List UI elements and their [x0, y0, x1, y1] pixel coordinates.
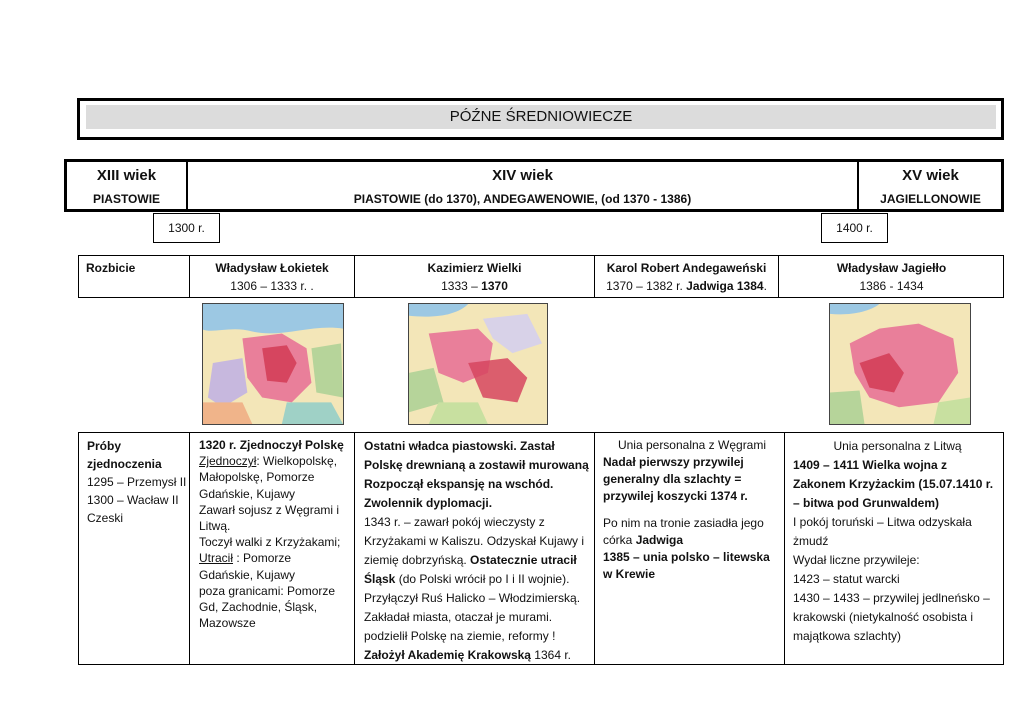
cell-line: generalny dla szlachty = [603, 472, 742, 486]
cell-line: Litwą. [199, 519, 231, 534]
cell-line: 1300 – Wacław II [87, 493, 179, 507]
map-lokietek-image [202, 303, 344, 425]
ruler-karol-name: Karol Robert Andegaweński [606, 261, 767, 275]
cell-heading: zjednoczenia [87, 457, 162, 471]
ruler-karol-dates: 1370 – 1382 r. Jadwiga 1384. [606, 279, 767, 293]
cell-line: Śląsk (do Polski wrócił po I i II wojnie). [364, 572, 570, 586]
map-kazimierz-image [408, 303, 548, 425]
century-14-dynasty: PIASTOWIE (do 1370), ANDEGAWENOWIE, (od 1370 - 1386) [353, 192, 692, 206]
ruler-lokietek-dates: 1306 – 1333 r. . [230, 279, 314, 293]
cell-line: Gdańskie, Kujawy [199, 486, 296, 501]
cell-line: Czeski [87, 511, 124, 525]
cell-line: poza granicami: Pomorze [199, 583, 336, 598]
cell-line: krakowski (nietykalność osobista i [793, 610, 974, 624]
cell-line: Małopolskę, Pomorze [199, 470, 315, 485]
cell-line: Zakładał miasta, otaczał je murami. [364, 610, 553, 624]
cell-jagiello [793, 437, 1002, 646]
cell-line: I pokój toruński – Litwa odzyskała [793, 515, 972, 529]
table-divider [354, 432, 355, 665]
cell-line: Wydał liczne przywileje: [793, 553, 920, 567]
cell-line: Po nim na tronie zasiadła jego [603, 516, 764, 530]
cell-line: Zawarł sojusz z Węgrami i [199, 502, 340, 517]
cell-line: przywilej koszycki 1374 r. [603, 489, 748, 503]
cell-line: córka Jadwiga [603, 533, 684, 547]
century-13-dynasty: PIASTOWIE [92, 192, 161, 206]
cell-line: Utracił : Pomorze [199, 551, 292, 566]
century-13-title: XIII wiek [96, 167, 157, 184]
page-title: PÓŹNE ŚREDNIOWIECZE [86, 105, 996, 129]
cell-line: żmudź [793, 534, 829, 548]
cell-line: Nadał pierwszy przywilej [603, 455, 744, 469]
ruler-kazimierz-name: Kazimierz Wielki [427, 261, 522, 275]
cell-line: Zjednoczył: Wielkopolskę, [199, 454, 338, 469]
year-marker-1400: 1400 r. [821, 213, 888, 243]
cell-heading: Unia personalna z Węgrami [617, 438, 767, 452]
cell-line: Toczył walki z Krzyżakami; [199, 535, 341, 550]
cell-line: Gdańskie, Kujawy [199, 567, 296, 582]
cell-line: Polskę drewnianą a zostawił murowaną [364, 458, 589, 472]
cell-line: Zakonem Krzyżackim (15.07.1410 r. [793, 477, 994, 491]
cell-karol [603, 437, 781, 583]
cell-heading: Próby [87, 439, 122, 453]
cell-line: w Krewie [603, 567, 656, 581]
cell-line: 1295 – Przemysł II [87, 475, 187, 489]
table-divider [784, 432, 785, 665]
ruler-jagiello-dates: 1386 - 1434 [859, 279, 924, 293]
ruler-kazimierz-dates: 1333 – 1370 [441, 279, 508, 293]
cell-line: Ostatni władca piastowski. Zastał [364, 439, 555, 453]
cell-line: Założył Akademię Krakowską 1364 r. [364, 648, 571, 662]
year-marker-1300: 1300 r. [153, 213, 220, 243]
cell-line: 1385 – unia polsko – litewska [603, 550, 770, 564]
cell-heading: Unia personalna z Litwą [833, 439, 962, 453]
cell-line: Gd, Zachodnie, Śląsk, [199, 600, 318, 615]
cell-line: Mazowsze [199, 616, 256, 631]
cell-line: Przyłączył Ruś Halicko – Włodzimierską. [364, 591, 581, 605]
cell-line: Zwolennik dyplomacji. [364, 496, 493, 510]
ruler-rozbicie-label: Rozbicie [86, 261, 136, 275]
cell-line: majątkowa szlachty) [793, 629, 902, 643]
ruler-lokietek-name: Władysław Łokietek [215, 261, 329, 275]
cell-line: – bitwa pod Grunwaldem) [793, 496, 940, 510]
cell-proby-zjednoczenia [87, 437, 187, 527]
cell-line: 1423 – statut warcki [793, 572, 900, 586]
cell-line: 1343 r. – zawarł pokój wieczysty z [364, 515, 545, 529]
cell-line: podzielił Polskę na ziemie, reformy ! [364, 629, 556, 643]
cell-kazimierz [364, 437, 592, 665]
cell-line: ziemię dobrzyńską. Ostatecznie utracił [364, 553, 577, 567]
cell-heading: 1320 r. Zjednoczył Polskę [199, 438, 344, 452]
cell-line: Krzyżakami w Kaliszu. Odzyskał Kujawy i [364, 534, 585, 548]
table-divider [189, 432, 190, 665]
table-divider [594, 432, 595, 665]
century-15-title: XV wiek [902, 167, 959, 184]
ruler-jagiello-name: Władysław Jagiełło [836, 261, 947, 275]
cell-line: 1409 – 1411 Wielka wojna z [793, 458, 947, 472]
cell-line: 1430 – 1433 – przywilej jedlneńsko – [793, 591, 990, 605]
century-14-title: XIV wiek [492, 167, 553, 184]
cell-line: Rozpoczął ekspansję na wschód. [364, 477, 554, 491]
cell-lokietek [199, 437, 351, 631]
map-jagiello-image [829, 303, 971, 425]
century-15-dynasty: JAGIELLONOWIE [880, 192, 981, 206]
